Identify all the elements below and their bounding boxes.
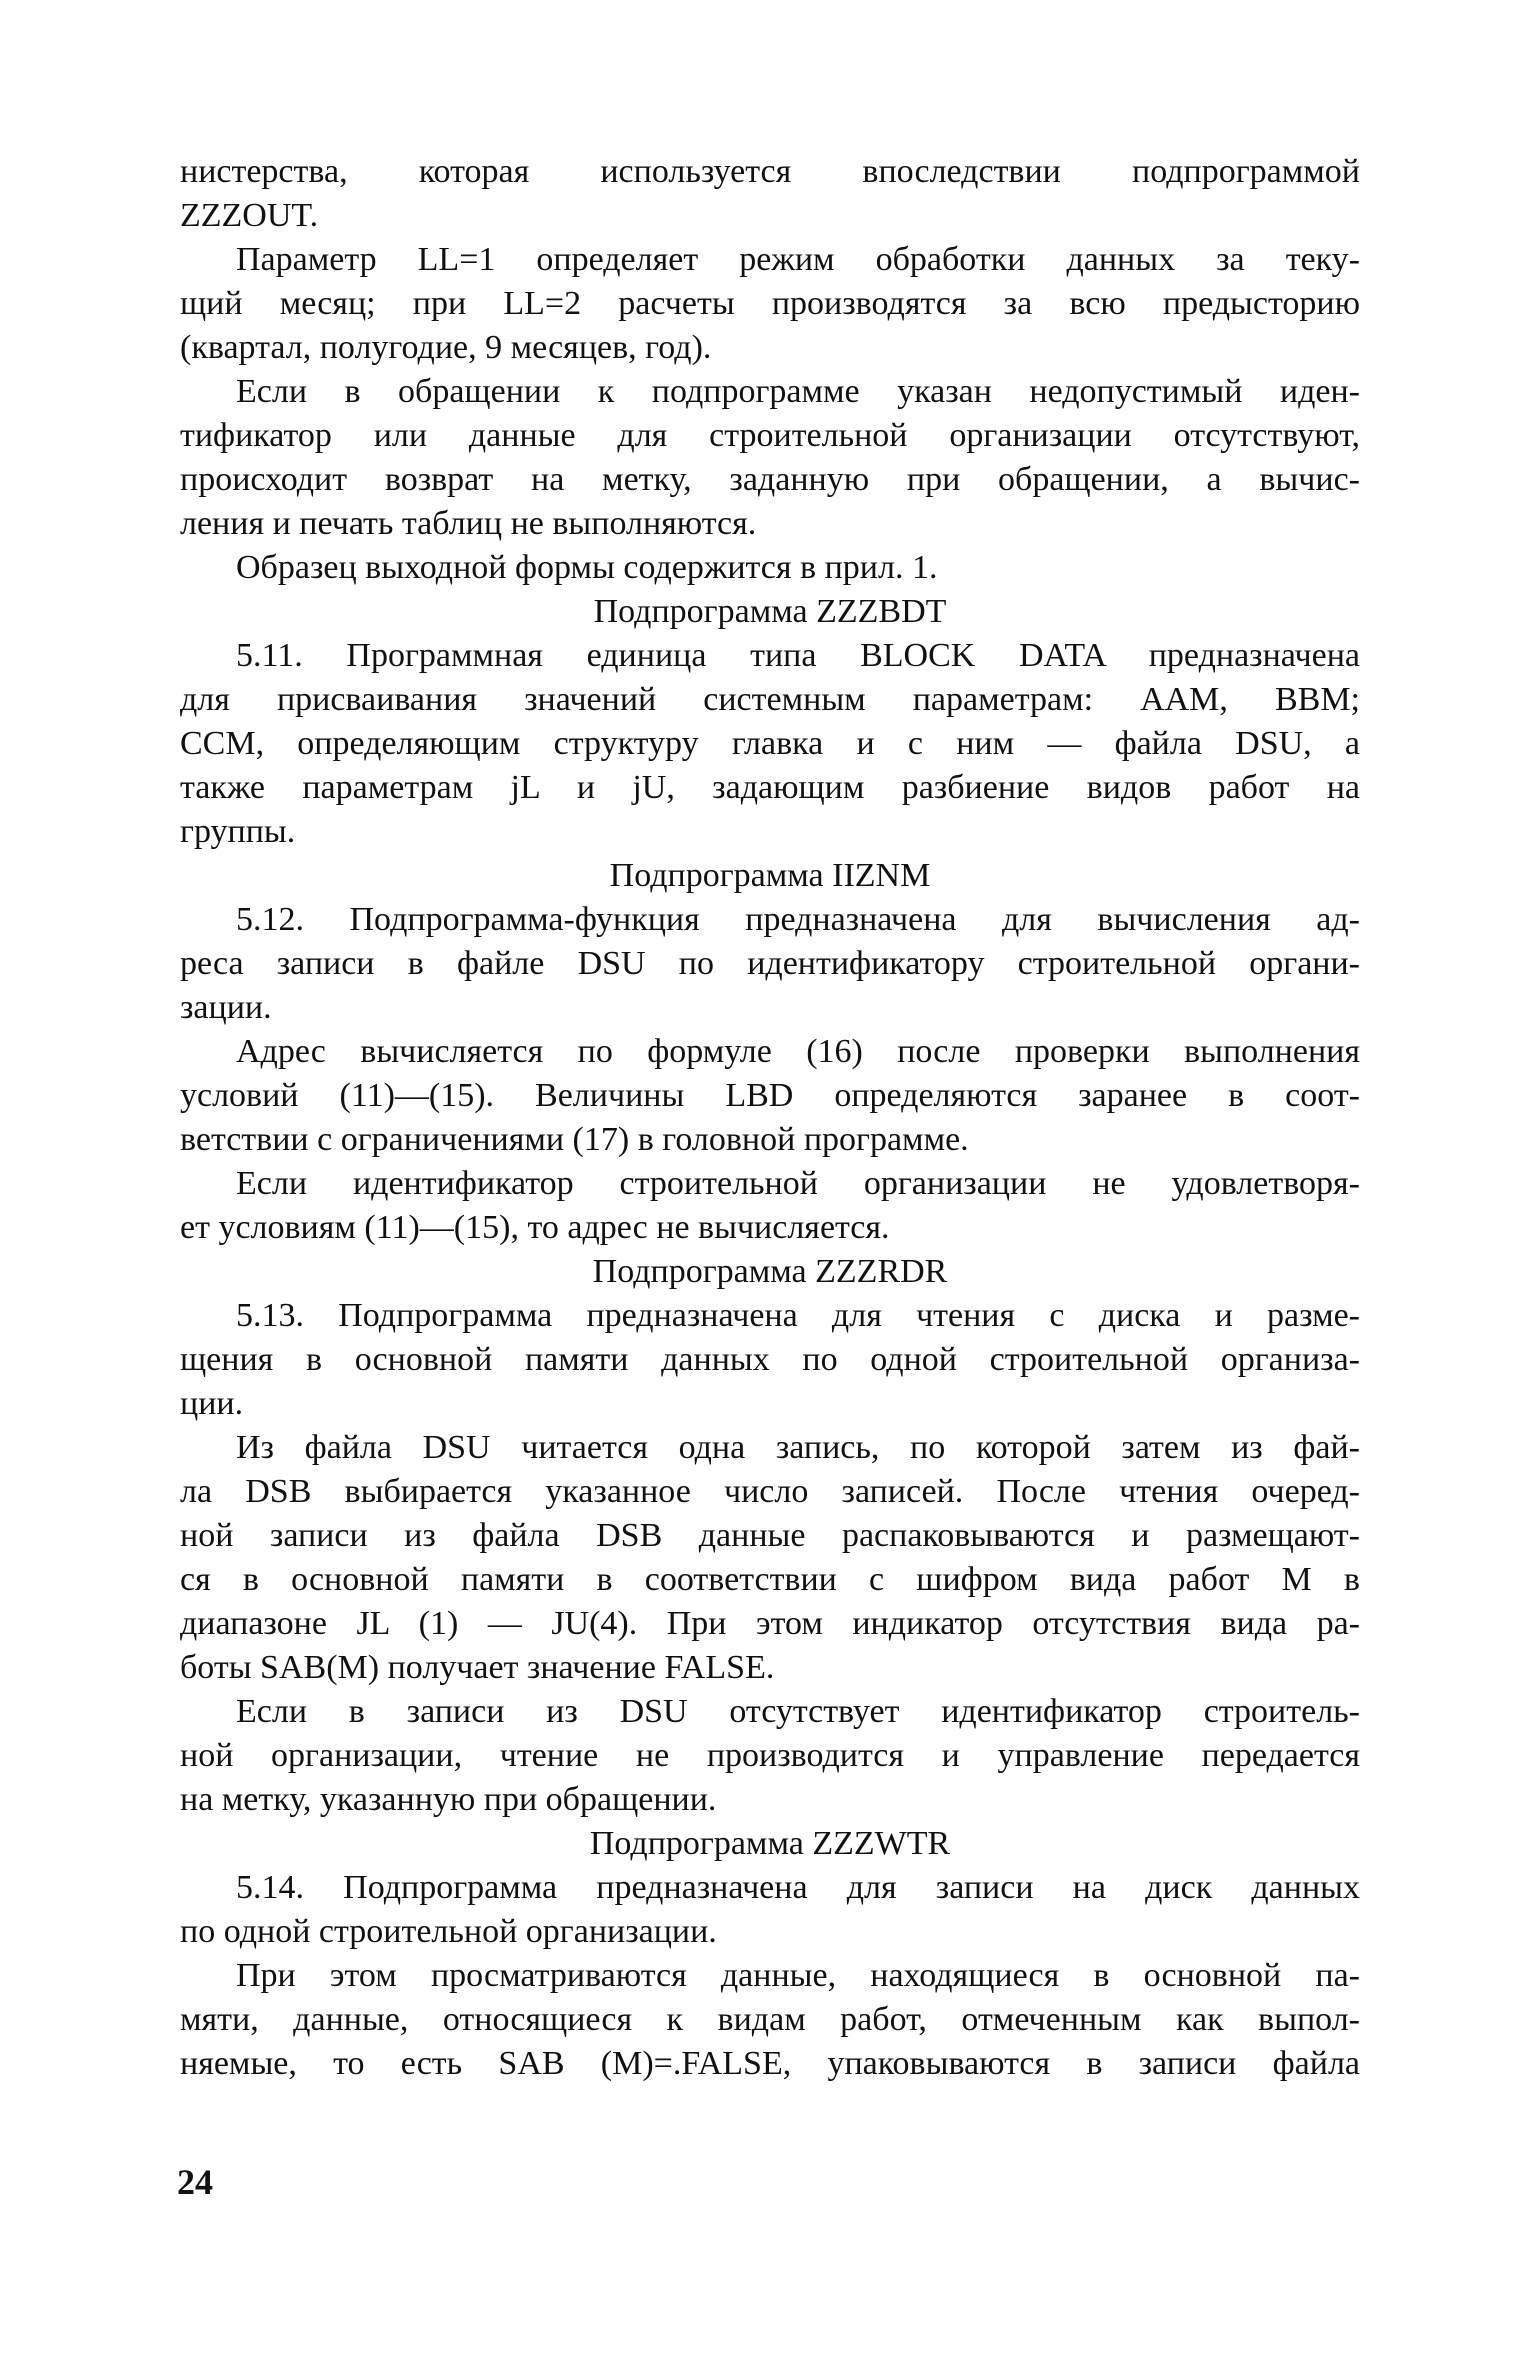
text-line: тификатор или данные для строительной организации отсутствуют, [180, 417, 1360, 454]
text-line: 5.14. Подпрограмма предназначена для записи на диск данных [236, 1869, 1360, 1906]
section-heading [180, 590, 1360, 634]
text-line: Из файла DSU читается одна запись, по которой затем из фай- [236, 1429, 1360, 1466]
section-heading [180, 1250, 1360, 1294]
page-body [180, 150, 1360, 2086]
text-line: Адрес вычисляется по формуле (16) после проверки выполнения [236, 1033, 1360, 1070]
text-line: ет условиям (11)—(15), то адрес не вычисляется. [180, 1209, 890, 1246]
text-line: мяти, данные, относящиеся к видам работ, отмеченным как выпол- [180, 2001, 1360, 2038]
paragraph [180, 238, 1360, 370]
text-line: Если идентификатор строительной организации не удовлетворя- [236, 1165, 1360, 1202]
page-number: 24 [177, 2162, 213, 2202]
text-line: ся в основной памяти в соответствии с шифром вида работ M в [180, 1561, 1360, 1598]
text-line: Подпрограмма IIZNM [609, 857, 931, 894]
text-line: Подпрограмма ZZZBDT [593, 593, 947, 630]
text-line: Параметр LL=1 определяет режим обработки данных за теку- [236, 241, 1360, 278]
text-line: ла DSB выбирается указанное число записей. После чтения очеред- [180, 1473, 1360, 1510]
text-line: зации. [180, 989, 272, 1026]
text-line: на метку, указанную при обращении. [180, 1781, 717, 1818]
text-line: ции. [180, 1385, 244, 1422]
text-line: 5.13. Подпрограмма предназначена для чтения с диска и разме- [236, 1297, 1360, 1334]
text-line: 5.11. Программная единица типа BLOCK DATA предназначена [236, 637, 1360, 674]
text-line: ZZZOUT. [180, 197, 319, 234]
text-line: для присваивания значений системным параметрам: AAM, BBM; [180, 681, 1360, 718]
text-line: также параметрам jL и jU, задающим разбиение видов работ на [180, 769, 1360, 806]
text-line: няемые, то есть SAB (M)=.FALSE, упаковываются в записи файла [180, 2045, 1360, 2082]
paragraph [180, 1294, 1360, 1426]
text-line: по одной строительной организации. [180, 1913, 717, 1950]
text-line: CCM, определяющим структуру главка и с ним — файла DSU, а [180, 725, 1360, 762]
text-line: щий месяц; при LL=2 расчеты производятся за всю предысторию [180, 285, 1360, 322]
paragraph [180, 1030, 1360, 1162]
paragraph [180, 1690, 1360, 1822]
text-line: условий (11)—(15). Величины LBD определяются заранее в соот- [180, 1077, 1360, 1114]
text-line: диапазоне JL (1) — JU(4). При этом индикатор отсутствия вида ра- [180, 1605, 1360, 1642]
text-line: ной записи из файла DSB данные распаковываются и размещают- [180, 1517, 1360, 1554]
text-line: ной организации, чтение не производится и управление передается [180, 1737, 1360, 1774]
paragraph [180, 1954, 1360, 2086]
paragraph [180, 898, 1360, 1030]
text-line: нистерства, которая используется впоследствии подпрограммой [180, 153, 1360, 190]
text-line: 5.12. Подпрограмма-функция предназначена для вычисления ад- [236, 901, 1360, 938]
paragraph [180, 150, 1360, 238]
text-line: Если в записи из DSU отсутствует идентификатор строитель- [236, 1693, 1360, 1730]
paragraph [180, 370, 1360, 546]
text-line: ления и печать таблиц не выполняются. [180, 505, 757, 542]
section-heading [180, 854, 1360, 898]
paragraph [180, 1426, 1360, 1690]
paragraph [180, 634, 1360, 854]
section-heading [180, 1822, 1360, 1866]
paragraph [180, 1866, 1360, 1954]
text-line: (квартал, полугодие, 9 месяцев, год). [180, 329, 712, 366]
text-line: Если в обращении к подпрограмме указан недопустимый иден- [236, 373, 1360, 410]
text-line: Образец выходной формы содержится в прил. 1. [236, 549, 938, 586]
text-line: Подпрограмма ZZZRDR [592, 1253, 948, 1290]
text-line: группы. [180, 813, 296, 850]
text-line: щения в основной памяти данных по одной строительной организа- [180, 1341, 1360, 1378]
text-line: При этом просматриваются данные, находящиеся в основной па- [236, 1957, 1360, 1994]
text-line: Подпрограмма ZZZWTR [589, 1825, 951, 1862]
text-line: боты SAB(M) получает значение FALSE. [180, 1649, 775, 1686]
text-line: реса записи в файле DSU по идентификатору строительной органи- [180, 945, 1360, 982]
paragraph [180, 546, 1360, 590]
text-line: ветствии с ограничениями (17) в головной программе. [180, 1121, 969, 1158]
paragraph [180, 1162, 1360, 1250]
text-line: происходит возврат на метку, заданную при обращении, а вычис- [180, 461, 1360, 498]
